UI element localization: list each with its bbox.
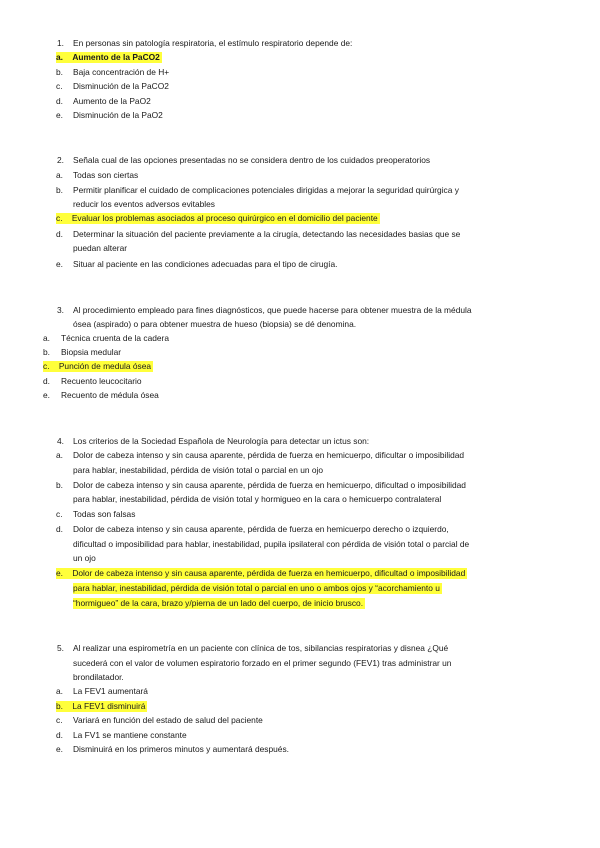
option-text: Aumento de la PaO2 (73, 96, 151, 106)
option-text: Biopsia medular (61, 347, 122, 357)
answer-option-highlighted (43, 361, 153, 372)
option-text: Disminución de la PaO2 (73, 110, 163, 120)
question-number: 3. (57, 305, 64, 315)
option-letter: d. (56, 96, 63, 106)
answer-option-highlighted (56, 568, 467, 579)
question-number: 5. (57, 643, 64, 653)
question-number: 4. (57, 436, 64, 446)
option-text: Todas son ciertas (73, 170, 139, 180)
option-text: un ojo (73, 553, 96, 563)
option-text: Dolor de cabeza intenso y sin causa aparente, pérdida de fuerza en hemicuerpo, dificultad o imposibilidad (73, 480, 466, 490)
question-text: Los criterios de la Sociedad Española de Neurología para detectar un ictus son: (73, 436, 370, 446)
option-text: Aumento de la PaCO2 (72, 52, 160, 62)
option-letter: a. (56, 170, 63, 180)
option-letter: e. (56, 744, 63, 754)
option-text: La FV1 se mantiene constante (73, 730, 187, 740)
question-text: Al realizar una espirometría en un paciente con clínica de tos, sibilancias respiratorias y disnea ¿Qué (73, 643, 449, 653)
option-text: Baja concentración de H+ (73, 67, 170, 77)
option-letter: a. (56, 450, 63, 460)
option-text: reducir los eventos adversos evitables (73, 199, 215, 209)
option-text: La FEV1 aumentará (73, 686, 148, 696)
option-text: Dolor de cabeza intenso y sin causa aparente, pérdida de fuerza en hemicuerpo derecho o izquierdo, (73, 524, 449, 534)
option-letter: d. (56, 524, 63, 534)
option-letter: a. (43, 333, 50, 343)
answer-option-highlighted (56, 213, 380, 224)
option-text: La FEV1 disminuirá (72, 701, 146, 711)
option-text: para hablar, inestabilidad, pérdida de visión total o parcial en un ojo (73, 465, 324, 475)
option-letter: b. (43, 347, 50, 357)
question-number: 1. (57, 38, 64, 48)
option-letter: d. (43, 376, 50, 386)
option-text: Todas son falsas (73, 509, 136, 519)
option-text: Dolor de cabeza intenso y sin causa aparente, pérdida de fuerza en hemicuerpo, dificultar o imposibilidad (73, 450, 465, 460)
option-text: Técnica cruenta de la cadera (61, 333, 170, 343)
option-letter: e. (56, 110, 63, 120)
option-letter: a. (56, 52, 63, 62)
option-letter: d. (56, 229, 63, 239)
option-letter: c. (43, 361, 50, 371)
option-letter: c. (56, 213, 63, 223)
option-text-highlighted: “hormigueo” de la cara, brazo y/pierna de un lado del cuerpo, de inicio brusco. (73, 598, 364, 608)
question-text: brondilatador. (73, 672, 124, 682)
option-text: Dolor de cabeza intenso y sin causa aparente, pérdida de fuerza en hemicuerpo, dificultad o imposibilidad (72, 568, 466, 578)
option-text: Recuento de médula ósea (61, 390, 159, 400)
option-letter: c. (56, 715, 63, 725)
option-text: Situar al paciente en las condiciones adecuadas para el tipo de cirugía. (73, 259, 338, 269)
option-text-highlighted: para hablar, inestabilidad, pérdida de visión total o parcial en uno o ambos ojos y “acorchamiento u (73, 583, 440, 593)
option-letter: e. (56, 259, 63, 269)
option-text: Punción de medula ósea (58, 361, 152, 371)
option-text: Recuento leucocitario (61, 376, 142, 386)
question-text: sucederá con el valor de volumen espiratorio forzado en el primer segundo (FEV1) tras administrar un (73, 658, 452, 668)
option-text: para hablar, inestabilidad, pérdida de visión total y hormigueo en la cara o hemicuerpo contralateral (73, 494, 442, 504)
option-letter: e. (43, 390, 50, 400)
option-letter: a. (56, 686, 63, 696)
option-letter: e. (56, 568, 63, 578)
answer-option-highlighted (56, 701, 147, 712)
option-letter: b. (56, 701, 63, 711)
option-letter: c. (56, 81, 63, 91)
option-letter: b. (56, 480, 63, 490)
question-number: 2. (57, 155, 64, 165)
question-text: Al procedimiento empleado para fines diagnósticos, que puede hacerse para obtener muestra de la médula (73, 305, 472, 315)
option-text: Variará en función del estado de salud del paciente (73, 715, 263, 725)
option-text: Disminución de la PaCO2 (73, 81, 169, 91)
option-letter: b. (56, 67, 63, 77)
question-text: Señala cual de las opciones presentadas no se considera dentro de los cuidados preoperatorios (73, 155, 431, 165)
option-text: Permitir planificar el cuidado de complicaciones potenciales dirigidas a mejorar la seguridad quirúrgica y (73, 185, 459, 195)
option-text: Determinar la situación del paciente previamente a la cirugía, detectando las necesidades basias que se (73, 229, 461, 239)
option-text: puedan alterar (73, 243, 128, 253)
question-text: ósea (aspirado) o para obtener muestra de hueso (biopsia) se dé denomina. (73, 319, 357, 329)
answer-option-highlighted (56, 52, 162, 63)
option-letter: b. (56, 185, 63, 195)
option-text: Evaluar los problemas asociados al proceso quirúrgico en el domicilio del paciente (71, 213, 378, 223)
option-text: Disminuirá en los primeros minutos y aumentará después. (73, 744, 289, 754)
option-text: dificultad o imposibilidad para hablar, inestabilidad, pupila ipsilateral con pérdida de visión total o parcial de (73, 539, 470, 549)
question-text: En personas sin patología respiratoria, el estímulo respiratorio depende de: (73, 38, 353, 48)
option-letter: c. (56, 509, 63, 519)
option-letter: d. (56, 730, 63, 740)
